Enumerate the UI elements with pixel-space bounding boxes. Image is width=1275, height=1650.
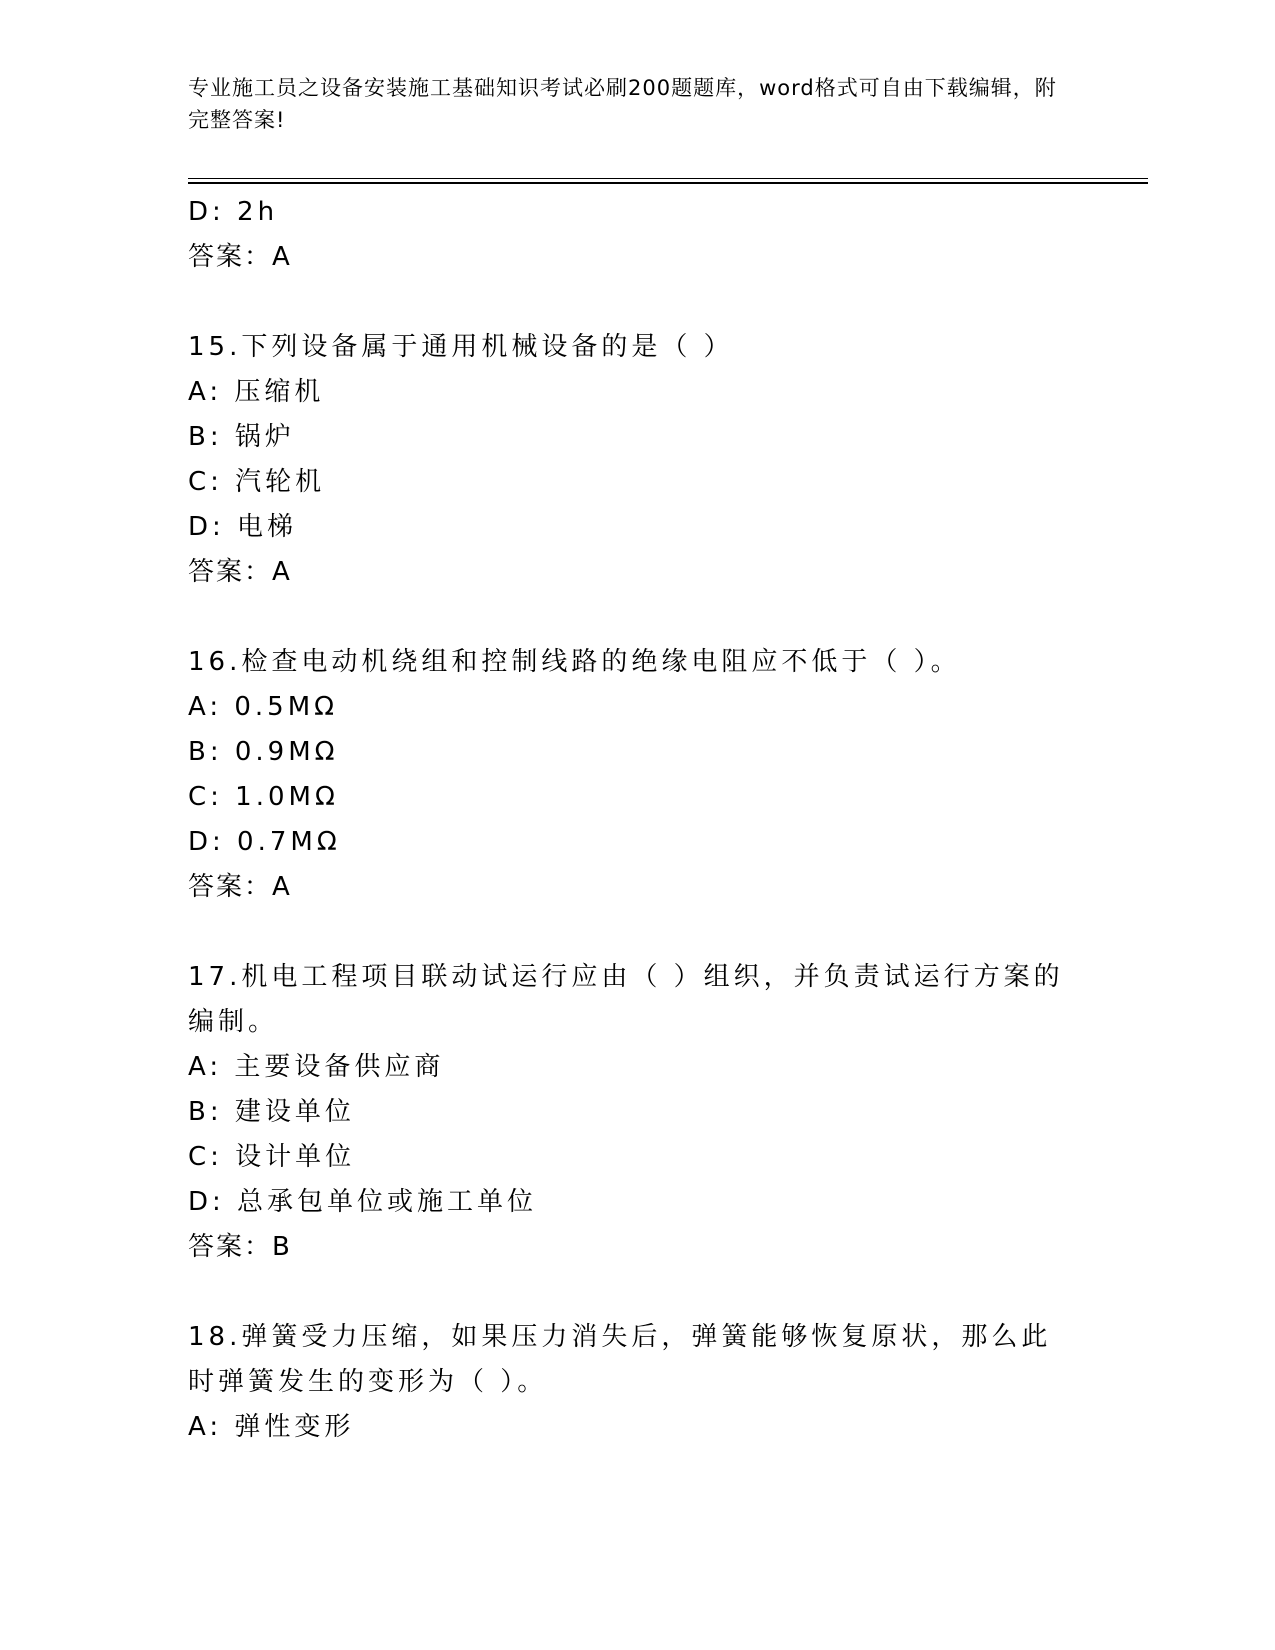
option-d: D: 总承包单位或施工单位	[188, 1187, 538, 1217]
option-c: C: 汽轮机	[188, 467, 326, 497]
question-stem: 16.检查电动机绕组和控制线路的绝缘电阻应不低于（ ）。	[188, 647, 961, 677]
question-15	[188, 325, 1088, 595]
page-header	[188, 72, 1068, 136]
option-a: A: 0.5MΩ	[188, 692, 339, 722]
header-divider-thick	[188, 182, 1148, 184]
option-c: C: 设计单位	[188, 1142, 356, 1172]
answer: 答案：A	[188, 557, 292, 587]
header-divider	[188, 178, 1148, 179]
answer: 答案：A	[188, 872, 292, 902]
question-18	[188, 1315, 1088, 1450]
option-a: A: 压缩机	[188, 377, 325, 407]
option-d: D: 电梯	[188, 512, 298, 542]
question-stem: 15.下列设备属于通用机械设备的是（ ）	[188, 332, 734, 362]
option-a: A: 弹性变形	[188, 1412, 355, 1442]
option-b: B: 0.9MΩ	[188, 737, 339, 767]
document-body	[188, 190, 1088, 1450]
option-b: B: 建设单位	[188, 1097, 355, 1127]
answer: 答案：B	[188, 1232, 292, 1262]
option-d: D: 0.7MΩ	[188, 827, 341, 857]
previous-answer: 答案：A	[188, 242, 292, 272]
question-stem: 18.弹簧受力压缩，如果压力消失后，弹簧能够恢复原状，那么此时弹簧发生的变形为（ ）。	[188, 1322, 1052, 1397]
option-a: A: 主要设备供应商	[188, 1052, 445, 1082]
document-title: 专业施工员之设备安装施工基础知识考试必刷200题题库，word格式可自由下载编辑，附完整答案!	[188, 76, 1057, 132]
question-stem: 17.机电工程项目联动试运行应由（ ）组织，并负责试运行方案的编制。	[188, 962, 1064, 1037]
option-b: B: 锅炉	[188, 422, 295, 452]
previous-option-d: D: 2h	[188, 197, 279, 227]
question-17	[188, 955, 1088, 1270]
question-16	[188, 640, 1088, 910]
option-c: C: 1.0MΩ	[188, 782, 339, 812]
